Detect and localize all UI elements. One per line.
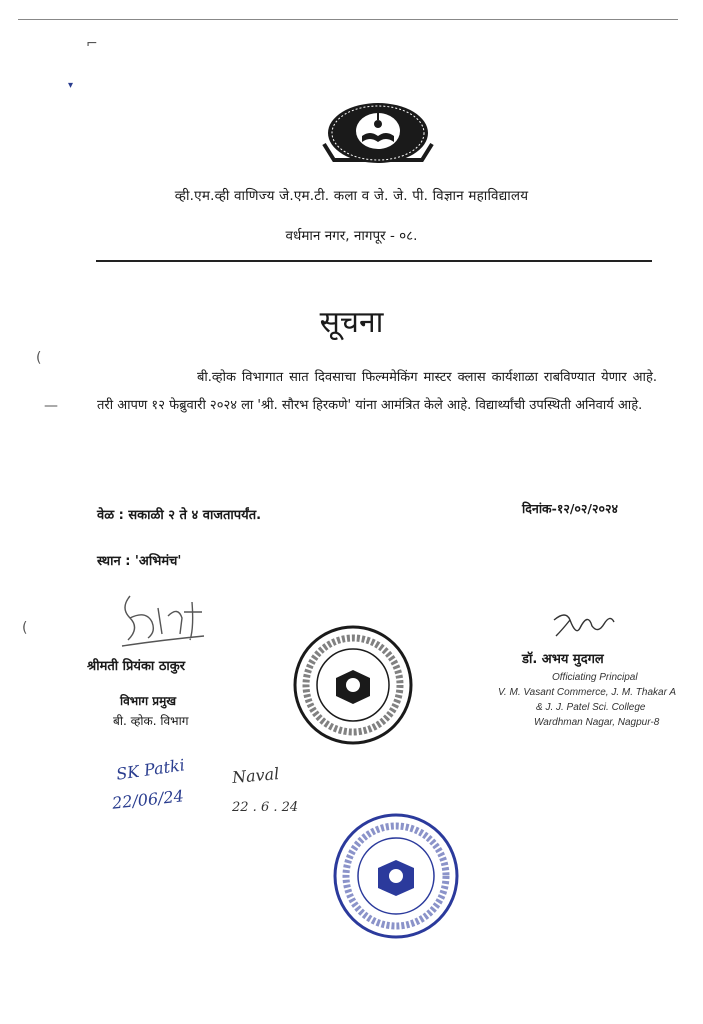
left-signatory-name: श्रीमती प्रियंका ठाकुर [87,659,186,674]
college-name: व्ही.एम.व्ही वाणिज्य जे.एम.टी. कला व जे. जे. पी. विज्ञान महाविद्यालय [174,188,529,204]
college-address: वर्धमान नगर, नागपूर - ०८. [285,228,418,244]
event-time: वेळ : सकाळी २ ते ४ वाजतापर्यंत. [97,508,262,523]
principal-college-address: Wardhman Nagar, Nagpur-8 [534,717,660,728]
left-signatory-role: विभाग प्रमुख [120,694,177,708]
margin-mark: ⌐ [86,36,98,52]
margin-mark: ( [22,620,28,636]
handwritten-date: 22/06/24 [111,786,185,813]
left-signatory-department: बी. व्होक. विभाग [113,714,189,728]
handwritten-signature: Naval [231,763,280,788]
department-stamp-blue [330,810,462,942]
event-venue: स्थान : 'अभिमंच' [97,554,182,569]
header-divider [96,260,652,262]
top-border-line [18,19,678,20]
notice-body-rest: राबविण्यात येणार आहे. तरी आपण १२ फेब्रुवारी २०२४ ला 'श्री. सौरभ हिरकणे' यांना आमंत्रित केले आहे. विद्यार्थ्यांची उपस्थिती अनिवार्य आहे. [97,370,657,413]
principal-title: Officiating Principal [552,672,638,683]
margin-mark: ▾ [68,80,74,91]
margin-mark: ( [36,350,42,366]
right-signatory-name: डॉ. अभय मुदगल [522,652,604,667]
department-stamp [290,622,416,748]
notice-date: दिनांक-१२/०२/२०२४ [522,501,618,516]
handwritten-date-2: 22 . 6 . 24 [232,800,299,815]
left-signature [112,588,212,652]
notice-title: सूचना [319,305,384,340]
margin-mark: — [44,398,58,414]
college-logo [320,100,436,166]
principal-college-line2: & J. J. Patel Sci. College [536,702,646,713]
right-signature [548,606,618,646]
notice-body [97,364,657,420]
handwritten-initials: SK Patki [115,755,186,784]
notice-body-line1: बी.व्होक विभागात सात दिवसाचा फिल्ममेकिंग मास्टर क्लास कार्यशाळा [197,370,538,385]
principal-college-line1: V. M. Vasant Commerce, J. M. Thakar A [498,687,677,698]
